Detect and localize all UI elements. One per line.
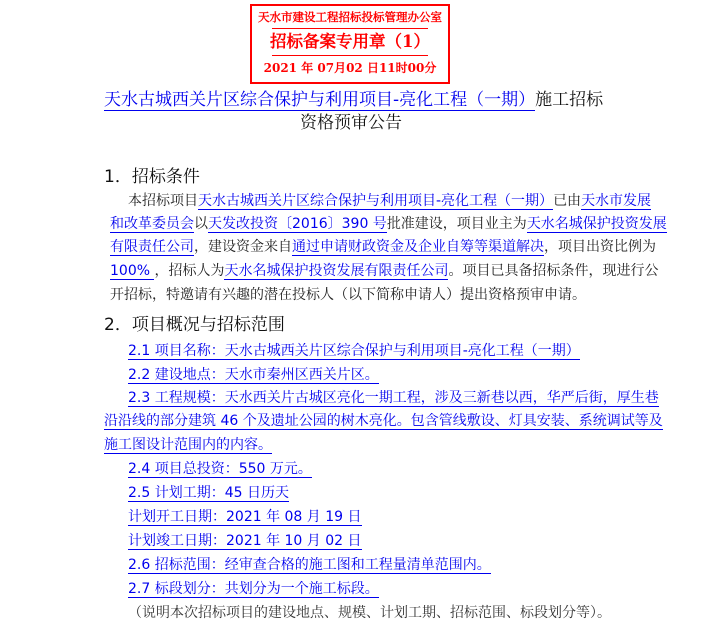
paragraph-line: [110, 262, 658, 280]
link[interactable]: 和改革委员会: [110, 216, 194, 232]
item-2-2[interactable]: [128, 366, 379, 384]
link[interactable]: 计划开工日期：2021 年 08 月 19 日: [128, 509, 362, 525]
link[interactable]: 2.6 招标范围：经审查合格的施工图和工程量清单范围内。: [128, 557, 491, 573]
item-2-3[interactable]: [128, 389, 659, 407]
item-2-4[interactable]: [128, 460, 312, 478]
link[interactable]: 施工图设计范围内的内容。: [104, 437, 272, 453]
filing-stamp: [250, 4, 450, 84]
link[interactable]: 2.4 项目总投资：550 万元。: [128, 461, 312, 477]
link[interactable]: 天水名城保护投资发展: [526, 216, 667, 232]
link[interactable]: 2.2 建设地点：天水市秦州区西关片区。: [128, 367, 379, 383]
end-date[interactable]: [128, 532, 362, 550]
document-title: [104, 89, 603, 111]
text: 。项目已具备招标条件，现进行公: [448, 263, 659, 279]
link[interactable]: 2.1 项目名称：天水古城西关片区综合保护与利用项目-亮化工程（一期）: [128, 343, 580, 359]
link[interactable]: 计划竣工日期：2021 年 10 月 02 日: [128, 533, 362, 549]
item-2-5[interactable]: [128, 484, 289, 502]
title-rest: 施工招标: [535, 90, 604, 110]
text: ，项目出资比例为: [544, 239, 656, 255]
link[interactable]: 天水名城保护投资发展有限责任公司: [224, 263, 449, 279]
project-name-link[interactable]: 天水古城西关片区综合保护与利用项目-亮化工程（一期）: [104, 90, 536, 110]
link[interactable]: 2.7 标段划分：共划分为一个施工标段。: [128, 581, 379, 597]
document-title-line2: 资格预审公告: [300, 113, 402, 133]
paragraph-line: 开招标，特邀请有兴趣的潜在投标人（以下简称申请人）提出资格预审申请。: [110, 287, 586, 303]
stamp-rule: [272, 28, 428, 29]
text: 已由: [553, 193, 582, 209]
paragraph-line: [110, 215, 667, 233]
text: 本招标项目: [128, 193, 198, 209]
stamp-rule: [272, 55, 428, 56]
text: 批准建设，项目业主为: [386, 216, 527, 232]
link[interactable]: 通过申请财政资金及企业自筹等渠道解决: [292, 239, 544, 255]
link[interactable]: 100%: [110, 263, 155, 279]
text: ，招标人为: [154, 263, 225, 279]
link[interactable]: 天水古城西关片区综合保护与利用项目-亮化工程（一期）: [198, 193, 554, 209]
item-2-7[interactable]: [128, 580, 379, 598]
paragraph-line: [110, 238, 656, 256]
paragraph-line: [128, 192, 651, 210]
link[interactable]: 有限责任公司: [110, 239, 194, 255]
item-2-6[interactable]: [128, 556, 491, 574]
section-2-heading: 2．项目概况与招标范围: [104, 315, 285, 335]
text: 以: [194, 216, 208, 232]
item-2-3-cont[interactable]: [104, 412, 663, 430]
link[interactable]: 沿沿线的部分建筑 46 个及遗址公园的树木亮化。包含管线敷设、灯具安装、系统调试等及: [104, 413, 663, 429]
section-1-heading: 1．招标条件: [104, 167, 200, 187]
start-date[interactable]: [128, 508, 362, 526]
text: ，建设资金来自: [194, 239, 292, 255]
stamp-time: 2021 年 07月02 日11时00分: [263, 61, 437, 75]
link[interactable]: 天发改投资〔2016〕390 号: [208, 216, 387, 232]
link[interactable]: 2.5 计划工期：45 日历天: [128, 485, 289, 501]
note: （说明本次招标项目的建设地点、规模、计划工期、招标范围、标段划分等）。: [128, 605, 611, 621]
link[interactable]: 2.3 工程规模：天水西关片古城区亮化一期工程，涉及三新巷以西，华严后街，厚生巷: [128, 390, 659, 406]
stamp-name: 招标备案专用章（1）: [270, 32, 430, 51]
stamp-org: 天水市建设工程招标投标管理办公室: [258, 10, 442, 24]
item-2-3-cont[interactable]: [104, 436, 272, 454]
link[interactable]: 天水市发展: [581, 193, 652, 209]
item-2-1[interactable]: [128, 342, 580, 360]
